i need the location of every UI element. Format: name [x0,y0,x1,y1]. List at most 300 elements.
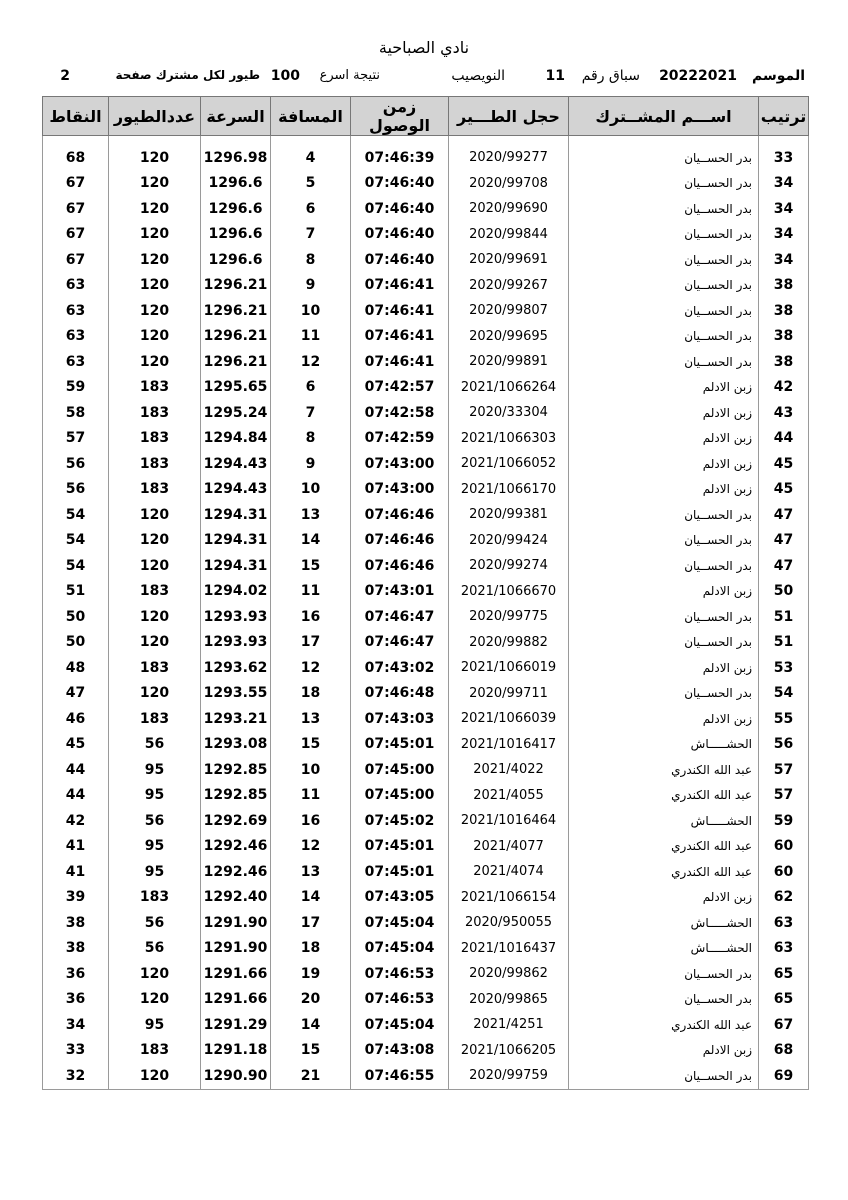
cell-pts: 67 [43,171,109,197]
cell-speed: 1293.21 [201,706,271,732]
cell-dist: 12 [271,349,351,375]
table-row [43,655,809,681]
table-row [43,961,809,987]
cell-rank: 56 [759,732,809,758]
cell-dist: 11 [271,783,351,809]
cell-birds: 183 [109,375,201,401]
cell-speed: 1292.85 [201,757,271,783]
col-header-points: النقاط [43,97,109,136]
cell-birds: 56 [109,732,201,758]
cell-pts: 54 [43,528,109,554]
table-row [43,298,809,324]
cell-rank: 34 [759,171,809,197]
cell-name: بدر الحســيان [569,196,759,222]
cell-name: بدر الحســيان [569,987,759,1013]
table-row [43,885,809,911]
cell-pts: 67 [43,196,109,222]
cell-ring: 2020/99690 [449,196,569,222]
table-row [43,222,809,248]
cell-birds: 183 [109,655,201,681]
table-row [43,936,809,962]
cell-ring: 2020/99844 [449,222,569,248]
cell-ring: 2020/99381 [449,502,569,528]
club-title: نادي الصباحية [378,38,470,57]
cell-name: بدر الحســيان [569,324,759,350]
cell-name: بدر الحســيان [569,145,759,171]
table-row [43,426,809,452]
cell-pts: 56 [43,477,109,503]
cell-birds: 183 [109,579,201,605]
cell-dist: 9 [271,273,351,299]
table-row [43,477,809,503]
cell-speed: 1294.31 [201,528,271,554]
cell-ring: 2021/1016437 [449,936,569,962]
cell-dist: 11 [271,324,351,350]
cell-name: الحشـــــاش [569,910,759,936]
cell-ring: 2021/4077 [449,834,569,860]
table-row [43,681,809,707]
table-row [43,145,809,171]
cell-speed: 1292.46 [201,834,271,860]
cell-time: 07:46:40 [351,247,449,273]
cell-name: زبن الادلم [569,655,759,681]
cell-dist: 6 [271,196,351,222]
table-row [43,783,809,809]
cell-name: بدر الحســيان [569,630,759,656]
cell-time: 07:43:05 [351,885,449,911]
cell-name: بدر الحســيان [569,1063,759,1089]
header-spacer [43,136,809,146]
cell-speed: 1291.66 [201,961,271,987]
cell-pts: 58 [43,400,109,426]
cell-name: عبد الله الكندري [569,783,759,809]
cell-pts: 44 [43,757,109,783]
cell-pts: 54 [43,502,109,528]
cell-time: 07:46:41 [351,324,449,350]
cell-dist: 11 [271,579,351,605]
cell-pts: 51 [43,579,109,605]
cell-birds: 56 [109,808,201,834]
table-row [43,910,809,936]
cell-birds: 95 [109,834,201,860]
cell-pts: 50 [43,604,109,630]
table-row [43,273,809,299]
cell-dist: 6 [271,375,351,401]
cell-time: 07:43:00 [351,451,449,477]
cell-pts: 32 [43,1063,109,1089]
cell-ring: 2021/4074 [449,859,569,885]
cell-dist: 17 [271,630,351,656]
cell-speed: 1292.85 [201,783,271,809]
col-header-rank: ترتيب [759,97,809,136]
cell-speed: 1296.6 [201,171,271,197]
cell-birds: 120 [109,961,201,987]
race-number: 11 [545,68,565,84]
cell-speed: 1294.02 [201,579,271,605]
cell-speed: 1295.24 [201,400,271,426]
cell-pts: 63 [43,273,109,299]
cell-pts: 34 [43,1012,109,1038]
cell-birds: 120 [109,630,201,656]
cell-rank: 53 [759,655,809,681]
cell-time: 07:46:53 [351,961,449,987]
cell-rank: 51 [759,604,809,630]
cell-speed: 1294.84 [201,426,271,452]
cell-name: زبن الادلم [569,375,759,401]
cell-speed: 1296.21 [201,273,271,299]
cell-birds: 120 [109,145,201,171]
table-row [43,834,809,860]
cell-time: 07:45:04 [351,910,449,936]
cell-ring: 2020/99424 [449,528,569,554]
cell-rank: 51 [759,630,809,656]
cell-rank: 65 [759,961,809,987]
table-header-row [43,97,809,136]
cell-rank: 60 [759,834,809,860]
table-row [43,528,809,554]
cell-time: 07:46:47 [351,604,449,630]
cell-name: زبن الادلم [569,426,759,452]
table-row [43,1063,809,1089]
cell-name: بدر الحســيان [569,961,759,987]
cell-name: بدر الحســيان [569,502,759,528]
cell-name: بدر الحســيان [569,247,759,273]
cell-time: 07:43:00 [351,477,449,503]
cell-pts: 36 [43,987,109,1013]
cell-name: زبن الادلم [569,579,759,605]
cell-time: 07:46:55 [351,1063,449,1089]
cell-speed: 1291.29 [201,1012,271,1038]
cell-pts: 63 [43,349,109,375]
cell-pts: 56 [43,451,109,477]
cell-name: بدر الحســيان [569,349,759,375]
cell-name: زبن الادلم [569,1038,759,1064]
table-row [43,502,809,528]
cell-birds: 120 [109,324,201,350]
cell-rank: 47 [759,553,809,579]
cell-birds: 56 [109,910,201,936]
cell-name: زبن الادلم [569,400,759,426]
cell-speed: 1293.08 [201,732,271,758]
cell-rank: 67 [759,1012,809,1038]
cell-pts: 47 [43,681,109,707]
cell-dist: 12 [271,834,351,860]
cell-dist: 20 [271,987,351,1013]
cell-rank: 55 [759,706,809,732]
cell-dist: 14 [271,885,351,911]
cell-name: بدر الحســيان [569,171,759,197]
cell-pts: 46 [43,706,109,732]
cell-dist: 15 [271,1038,351,1064]
cell-rank: 69 [759,1063,809,1089]
cell-dist: 7 [271,222,351,248]
cell-dist: 8 [271,426,351,452]
cell-ring: 2020/99274 [449,553,569,579]
cell-speed: 1296.6 [201,196,271,222]
cell-speed: 1292.46 [201,859,271,885]
cell-ring: 2020/99708 [449,171,569,197]
cell-time: 07:46:40 [351,222,449,248]
race-location: النويصيب [451,68,505,84]
cell-birds: 120 [109,987,201,1013]
cell-dist: 17 [271,910,351,936]
cell-time: 07:46:53 [351,987,449,1013]
cell-name: زبن الادلم [569,885,759,911]
cell-rank: 62 [759,885,809,911]
cell-birds: 183 [109,885,201,911]
cell-time: 07:46:48 [351,681,449,707]
cell-rank: 68 [759,1038,809,1064]
table-row [43,171,809,197]
cell-time: 07:46:39 [351,145,449,171]
cell-ring: 2020/99695 [449,324,569,350]
cell-time: 07:43:08 [351,1038,449,1064]
cell-time: 07:46:41 [351,298,449,324]
cell-pts: 33 [43,1038,109,1064]
cell-pts: 41 [43,834,109,860]
cell-dist: 12 [271,655,351,681]
cell-birds: 95 [109,859,201,885]
cell-dist: 21 [271,1063,351,1089]
cell-name: عبد الله الكندري [569,1012,759,1038]
cell-speed: 1296.21 [201,298,271,324]
cell-ring: 2020/99775 [449,604,569,630]
cell-dist: 15 [271,732,351,758]
cell-pts: 68 [43,145,109,171]
cell-ring: 2021/1066205 [449,1038,569,1064]
cell-birds: 95 [109,1012,201,1038]
result-count: 100 [270,68,300,84]
cell-time: 07:45:00 [351,783,449,809]
table-row [43,987,809,1013]
cell-rank: 54 [759,681,809,707]
table-row [43,324,809,350]
cell-time: 07:46:46 [351,502,449,528]
table-row [43,757,809,783]
cell-name: عبد الله الكندري [569,757,759,783]
cell-rank: 34 [759,247,809,273]
cell-rank: 47 [759,502,809,528]
table-row [43,196,809,222]
cell-birds: 95 [109,757,201,783]
cell-rank: 50 [759,579,809,605]
cell-ring: 2021/1016464 [449,808,569,834]
cell-name: عبد الله الكندري [569,834,759,860]
cell-name: زبن الادلم [569,477,759,503]
cell-birds: 183 [109,477,201,503]
cell-dist: 4 [271,145,351,171]
table-row [43,706,809,732]
cell-dist: 18 [271,681,351,707]
cell-time: 07:45:01 [351,859,449,885]
cell-ring: 2020/99865 [449,987,569,1013]
season-label: الموسم [752,68,805,84]
cell-time: 07:45:00 [351,757,449,783]
cell-ring: 2021/1066154 [449,885,569,911]
cell-speed: 1296.6 [201,247,271,273]
cell-dist: 9 [271,451,351,477]
cell-name: الحشـــــاش [569,936,759,962]
table-row [43,604,809,630]
cell-speed: 1290.90 [201,1063,271,1089]
cell-pts: 59 [43,375,109,401]
cell-speed: 1291.90 [201,936,271,962]
cell-birds: 120 [109,273,201,299]
table-row [43,1012,809,1038]
cell-name: بدر الحســيان [569,298,759,324]
race-label: سباق رقم [581,68,640,84]
cell-pts: 41 [43,859,109,885]
cell-ring: 2021/1066670 [449,579,569,605]
cell-birds: 120 [109,502,201,528]
cell-dist: 14 [271,1012,351,1038]
cell-ring: 2020/99277 [449,145,569,171]
season-value: 20222021 [659,68,737,84]
cell-name: الحشـــــاش [569,732,759,758]
cell-ring: 2021/1066303 [449,426,569,452]
cell-rank: 34 [759,196,809,222]
cell-time: 07:45:01 [351,834,449,860]
cell-ring: 2020/99691 [449,247,569,273]
cell-time: 07:46:46 [351,528,449,554]
cell-ring: 2020/99267 [449,273,569,299]
cell-ring: 2021/1066170 [449,477,569,503]
cell-time: 07:46:46 [351,553,449,579]
cell-name: الحشـــــاش [569,808,759,834]
cell-birds: 120 [109,222,201,248]
cell-time: 07:43:02 [351,655,449,681]
cell-time: 07:42:57 [351,375,449,401]
col-header-distance: المسافة [271,97,351,136]
cell-name: بدر الحســيان [569,528,759,554]
cell-rank: 44 [759,426,809,452]
race-info-bar [45,68,805,92]
cell-birds: 183 [109,426,201,452]
cell-time: 07:46:41 [351,273,449,299]
cell-time: 07:45:04 [351,936,449,962]
cell-birds: 120 [109,349,201,375]
cell-rank: 57 [759,757,809,783]
cell-pts: 67 [43,247,109,273]
cell-rank: 57 [759,783,809,809]
cell-ring: 2021/4055 [449,783,569,809]
cell-ring: 2021/1066039 [449,706,569,732]
cell-time: 07:45:04 [351,1012,449,1038]
cell-dist: 15 [271,553,351,579]
cell-rank: 38 [759,324,809,350]
table-row [43,1038,809,1064]
cell-name: بدر الحســيان [569,553,759,579]
cell-dist: 5 [271,171,351,197]
cell-dist: 13 [271,502,351,528]
cell-time: 07:46:47 [351,630,449,656]
per-member-label: طيور لكل مشترك صفحة [115,68,260,82]
cell-dist: 10 [271,477,351,503]
col-header-speed: السرعة [201,97,271,136]
cell-speed: 1294.31 [201,553,271,579]
cell-ring: 2020/99711 [449,681,569,707]
cell-pts: 67 [43,222,109,248]
cell-pts: 57 [43,426,109,452]
cell-name: بدر الحســيان [569,604,759,630]
cell-speed: 1291.18 [201,1038,271,1064]
cell-pts: 63 [43,298,109,324]
page-number: 2 [60,68,70,84]
cell-time: 07:42:58 [351,400,449,426]
cell-dist: 10 [271,757,351,783]
cell-speed: 1294.31 [201,502,271,528]
cell-birds: 120 [109,247,201,273]
cell-pts: 38 [43,936,109,962]
cell-speed: 1296.98 [201,145,271,171]
cell-birds: 120 [109,298,201,324]
cell-pts: 38 [43,910,109,936]
cell-pts: 42 [43,808,109,834]
cell-speed: 1291.90 [201,910,271,936]
cell-rank: 65 [759,987,809,1013]
cell-ring: 2020/99807 [449,298,569,324]
cell-time: 07:43:01 [351,579,449,605]
cell-dist: 10 [271,298,351,324]
cell-rank: 59 [759,808,809,834]
cell-ring: 2020/99882 [449,630,569,656]
cell-birds: 120 [109,528,201,554]
table-row [43,349,809,375]
cell-ring: 2020/99891 [449,349,569,375]
cell-dist: 13 [271,859,351,885]
table-row [43,630,809,656]
table-row [43,732,809,758]
cell-ring: 2020/33304 [449,400,569,426]
cell-time: 07:46:40 [351,196,449,222]
cell-birds: 183 [109,706,201,732]
cell-rank: 38 [759,273,809,299]
cell-pts: 45 [43,732,109,758]
cell-birds: 183 [109,1038,201,1064]
cell-pts: 54 [43,553,109,579]
cell-name: زبن الادلم [569,451,759,477]
cell-time: 07:46:41 [351,349,449,375]
cell-rank: 45 [759,451,809,477]
cell-birds: 56 [109,936,201,962]
cell-time: 07:45:01 [351,732,449,758]
cell-time: 07:45:02 [351,808,449,834]
cell-name: بدر الحســيان [569,273,759,299]
table-row [43,808,809,834]
table-row [43,553,809,579]
cell-ring: 2020/99759 [449,1063,569,1089]
cell-speed: 1296.6 [201,222,271,248]
cell-rank: 43 [759,400,809,426]
cell-birds: 120 [109,196,201,222]
cell-speed: 1293.62 [201,655,271,681]
cell-speed: 1291.66 [201,987,271,1013]
cell-name: بدر الحســيان [569,681,759,707]
cell-rank: 47 [759,528,809,554]
table-row [43,375,809,401]
cell-birds: 95 [109,783,201,809]
result-label: نتيجة اسرع [319,68,380,83]
cell-rank: 63 [759,910,809,936]
cell-dist: 16 [271,604,351,630]
cell-ring: 2021/1016417 [449,732,569,758]
cell-birds: 120 [109,171,201,197]
cell-ring: 2020/99862 [449,961,569,987]
cell-dist: 14 [271,528,351,554]
cell-birds: 183 [109,451,201,477]
cell-speed: 1293.93 [201,630,271,656]
results-body [43,136,809,1090]
